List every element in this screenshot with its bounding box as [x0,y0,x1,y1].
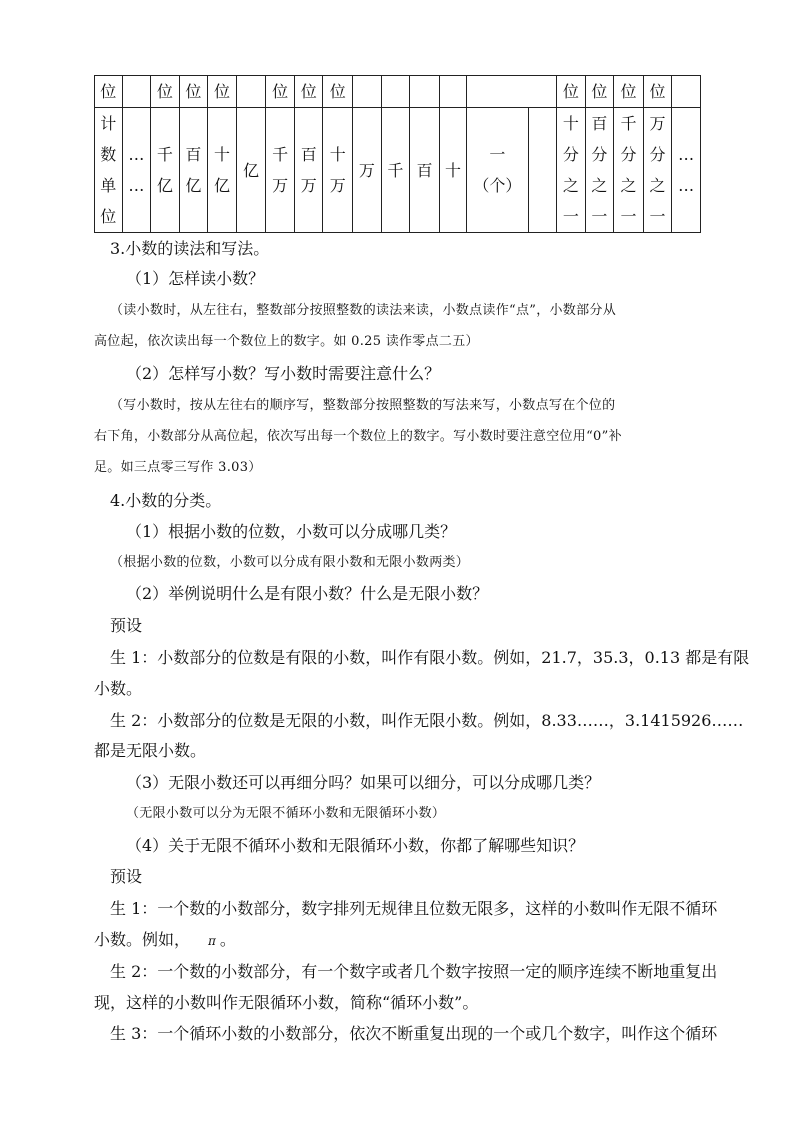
unit-char: 千 [272,145,289,164]
unit-char: … [128,145,145,164]
table-cell: 位 [323,76,353,108]
unit-char: 万 [300,176,317,195]
table-cell [439,76,467,108]
unit-char: 千 [387,160,404,180]
unit-char: 亿 [243,160,260,180]
unit-char: 万 [358,160,375,180]
table-cell [410,108,440,233]
unit-char: 百 [300,145,317,164]
table-cell: 位 [614,76,644,108]
table-cell: 位 [266,76,295,108]
unit-char: 十 [329,145,346,164]
unit-char: 百 [591,114,608,133]
answer-note: （读小数时，从左往右，整数部分按照整数的读法来读，小数点读作“点”，小数部分从 [110,303,616,318]
student-answer: 小数。 [94,679,143,698]
answer-note: 足。如三点零三写作 3.03） [94,460,262,475]
section-heading: 4.小数的分类。 [110,491,222,510]
table-cell [122,108,151,233]
table-cell: 位 [208,76,237,108]
unit-char: 一 [620,207,637,226]
preset-label: 预设 [110,616,143,635]
answer-note: （根据小数的位数，小数可以分成有限小数和无限小数两类） [110,555,470,570]
unit-char: … [678,145,695,164]
unit-char: 百 [416,160,433,180]
unit-char: 千 [620,114,637,133]
student-answer: 生 1：一个数的小数部分，数字排列无规律且位数无限多，这样的小数叫作无限不循环 [110,899,718,918]
unit-char: 之 [591,176,608,195]
answer-note: （写小数时，按从左往右的顺序写，整数部分按照整数的写法来写，小数点写在个位的 [110,398,616,413]
unit-char: 万 [649,114,666,133]
unit-char: 分 [620,145,637,164]
table-cell [614,108,644,233]
preset-label: 预设 [110,867,143,886]
table-cell: 位 [585,76,614,108]
answer-note: 右下角，小数部分从高位起，依次写出每一个数位上的数字。写小数时要注意空位用“0”补 [94,429,622,444]
unit-char: 分 [591,145,608,164]
unit-char: 计 [100,114,117,133]
unit-char: 十 [213,145,230,164]
table-cell [381,108,410,233]
question: （4）关于无限不循环小数和无限循环小数，你都了解哪些知识？ [126,836,585,855]
question: （2）举例说明什么是有限小数？什么是无限小数？ [126,584,489,603]
table-cell [381,76,410,108]
table-cell [208,108,237,233]
table-cell [122,76,151,108]
table-cell: 位 [643,76,672,108]
unit-char: 十 [445,160,462,180]
unit-char: … [128,176,145,195]
table-cell [236,108,266,233]
student-answer: 生 2：一个数的小数部分，有一个数字或者几个数字按照一定的顺序连续不断地重复出 [110,962,718,981]
table-cell [236,76,266,108]
unit-char: 位 [100,207,117,226]
answer-text: 小数。例如， [94,930,191,949]
unit-char: 之 [649,176,666,195]
unit-char: （个） [473,176,522,195]
place-value-table [94,75,701,233]
unit-char: 亿 [185,176,202,195]
unit-char: 分 [562,145,579,164]
question: （1）怎样读小数？ [126,269,265,288]
table-cell [672,108,701,233]
answer-text: 。 [219,930,236,949]
unit-char: 一 [649,207,666,226]
unit-char: 一 [591,207,608,226]
question: （1）根据小数的位数，小数可以分成哪几类？ [126,522,457,541]
unit-char: … [678,176,695,195]
table-cell [353,76,382,108]
table-cell [557,108,586,233]
table-cell: 位 [151,76,180,108]
section-heading: 3.小数的读法和写法。 [110,239,270,258]
question: （2）怎样写小数？写小数时需要注意什么？ [126,364,441,383]
table-cell [294,108,323,233]
answer-note: 高位起，依次读出每一个数位上的数字。如 0.25 读作零点二五） [94,334,479,349]
student-answer: 生 1：小数部分的位数是有限的小数，叫作有限小数。例如，21.7，35.3，0.13 都是有限 [110,648,750,667]
unit-char: 百 [185,145,202,164]
table-cell: 位 [557,76,586,108]
table-cell [323,108,353,233]
unit-char: 万 [272,176,289,195]
student-answer: 生 2：小数部分的位数是无限的小数，叫作无限小数。例如，8.33……，3.1415926…… [110,711,744,730]
unit-char: 之 [620,176,637,195]
pi-symbol: π [208,934,216,948]
unit-char: 之 [562,176,579,195]
student-answer [94,927,236,950]
unit-char: 十 [562,114,579,133]
table-cell [467,76,557,108]
table-cell [439,108,467,233]
question: （3）无限小数还可以再细分吗？如果可以细分，可以分成哪几类？ [126,773,601,792]
student-answer: 生 3：一个循环小数的小数部分，依次不断重复出现的一个或几个数字，叫作这个循环 [110,1024,718,1043]
table-cell [151,108,180,233]
unit-char: 单 [100,176,117,195]
unit-char: 亿 [156,176,173,195]
table-cell: 位 [179,76,208,108]
unit-char: 分 [649,145,666,164]
unit-char: 数 [100,145,117,164]
table-cell [353,108,382,233]
table-cell [95,108,123,233]
table-cell: 位 [95,76,123,108]
table-header-row [95,76,701,108]
table-cell [179,108,208,233]
table-cell [467,108,528,233]
answer-note: （无限小数可以分为无限不循环小数和无限循环小数） [126,806,446,821]
student-answer: 都是无限小数。 [94,741,207,760]
unit-char: 亿 [213,176,230,195]
unit-char: 一 [489,145,506,164]
table-unit-row [95,108,701,233]
unit-char: 一 [562,207,579,226]
table-cell: 位 [294,76,323,108]
table-cell [672,76,701,108]
table-cell [266,108,295,233]
unit-char: 千 [156,145,173,164]
student-answer: 现，这样的小数叫作无限循环小数，简称“循环小数”。 [94,993,479,1012]
table-cell [585,108,614,233]
table-cell [410,76,440,108]
table-cell [528,108,557,233]
table-cell [643,108,672,233]
unit-char: 万 [329,176,346,195]
